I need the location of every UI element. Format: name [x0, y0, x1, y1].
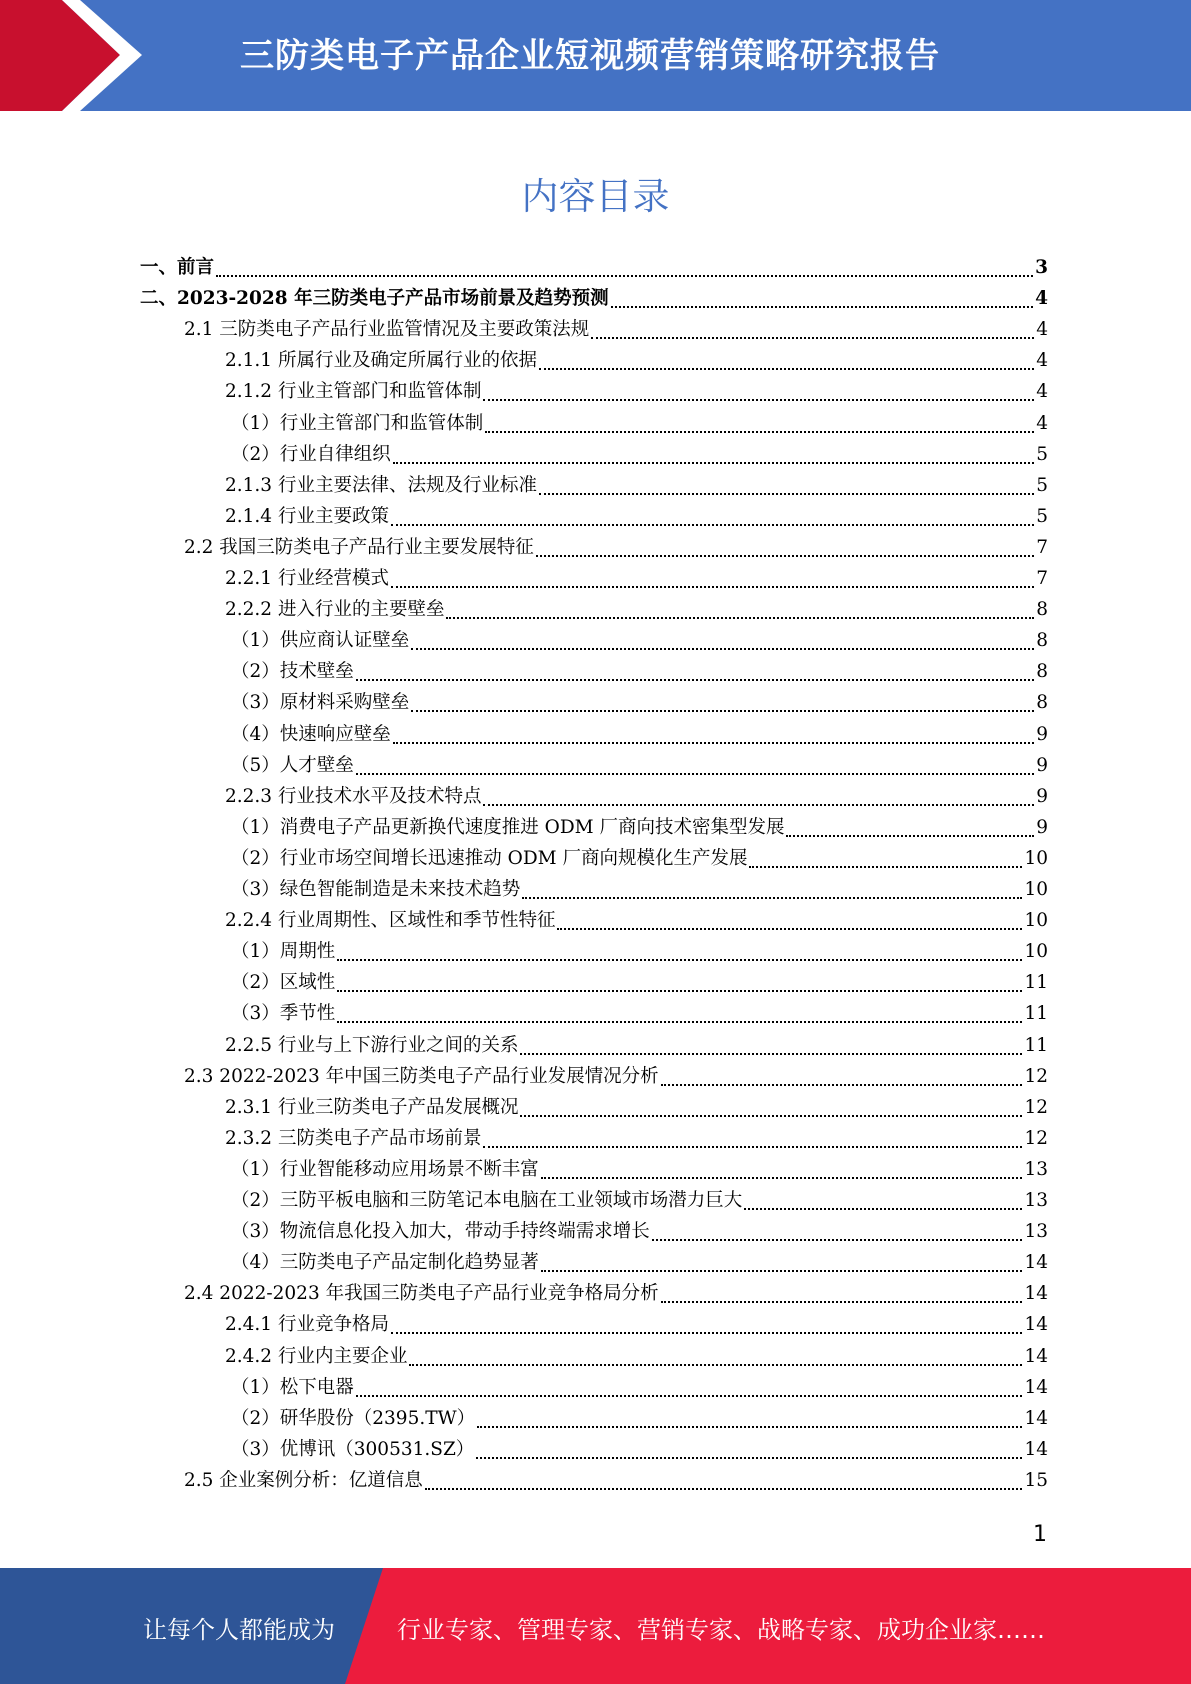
toc-entry-page: 8	[1036, 661, 1048, 683]
toc-entry-page: 14	[1024, 1439, 1048, 1461]
toc-entry-page: 12	[1024, 1066, 1048, 1088]
toc-entry[interactable]	[140, 284, 1048, 315]
toc-entry[interactable]	[225, 782, 1048, 813]
toc-entry-label: （3）季节性	[231, 1003, 336, 1025]
toc-entry[interactable]	[225, 1124, 1048, 1155]
toc-entry-label: （1）消费电子产品更新换代速度推进 ODM 厂商向技术密集型发展	[231, 817, 785, 839]
toc-entry[interactable]	[231, 720, 1048, 751]
toc-entry-label: （2）行业市场空间增长迅速推动 ODM 厂商向规模化生产发展	[231, 848, 748, 870]
toc-entry[interactable]	[225, 502, 1048, 533]
toc-entry[interactable]	[184, 315, 1048, 346]
toc-leader-dots	[356, 1395, 1023, 1397]
toc-entry-label: 一、前言	[140, 257, 215, 279]
toc-entry-label: （2）研华股份（2395.TW）	[231, 1408, 476, 1430]
toc-entry-label: 2.2 我国三防类电子产品行业主要发展特征	[184, 537, 534, 559]
toc-leader-dots	[393, 742, 1034, 744]
toc-entry[interactable]	[225, 471, 1048, 502]
toc-leader-dots	[539, 368, 1034, 370]
toc-entry-label: （5）人才壁垒	[231, 755, 354, 777]
toc-leader-dots	[391, 524, 1034, 526]
toc-entry[interactable]	[231, 751, 1048, 782]
toc-entry[interactable]	[225, 346, 1048, 377]
toc-entry-page: 11	[1024, 1003, 1048, 1025]
toc-entry-page: 7	[1036, 537, 1048, 559]
toc-entry-page: 13	[1024, 1190, 1048, 1212]
toc-entry[interactable]	[225, 595, 1048, 626]
toc-entry-label: （3）优博讯（300531.SZ）	[231, 1439, 475, 1461]
toc-entry-label: （2）行业自律组织	[231, 444, 391, 466]
toc-entry-page: 12	[1024, 1128, 1048, 1150]
toc-entry-label: 2.3.1 行业三防类电子产品发展概况	[225, 1097, 519, 1119]
toc-entry-page: 14	[1024, 1252, 1048, 1274]
toc-leader-dots	[652, 1239, 1023, 1241]
toc-entry[interactable]	[231, 813, 1048, 844]
toc-entry-page: 14	[1024, 1314, 1048, 1336]
toc-entry[interactable]	[225, 1093, 1048, 1124]
toc-entry[interactable]	[184, 1062, 1048, 1093]
toc-leader-dots	[744, 1208, 1022, 1210]
toc-entry-label: （3）原材料采购壁垒	[231, 692, 410, 714]
toc-entry[interactable]	[231, 1186, 1048, 1217]
toc-entry[interactable]	[231, 968, 1048, 999]
toc-leader-dots	[216, 275, 1033, 277]
toc-leader-dots	[356, 773, 1034, 775]
toc-entry[interactable]	[184, 533, 1048, 564]
toc-entry-label: （1）行业智能移动应用场景不断丰富	[231, 1159, 539, 1181]
toc-entry-page: 4	[1035, 288, 1048, 310]
toc-leader-dots	[786, 835, 1034, 837]
page-number: 1	[1033, 1522, 1047, 1547]
footer-slogan-left: 让每个人都能成为	[143, 1616, 335, 1644]
toc-entry-page: 10	[1024, 941, 1048, 963]
toc-entry-label: （1）行业主管部门和监管体制	[231, 413, 484, 435]
toc-leader-dots	[483, 804, 1034, 806]
toc-entry-page: 10	[1024, 848, 1048, 870]
toc-entry-label: 2.3 2022-2023 年中国三防类电子产品行业发展情况分析	[184, 1066, 659, 1088]
toc-entry-page: 13	[1024, 1221, 1048, 1243]
toc-entry-label: （1）松下电器	[231, 1377, 354, 1399]
toc-leader-dots	[485, 431, 1034, 433]
toc-leader-dots	[425, 1488, 1023, 1490]
toc-entry-page: 9	[1036, 724, 1048, 746]
toc-entry-label: （4）三防类电子产品定制化趋势显著	[231, 1252, 539, 1274]
toc-entry-page: 9	[1036, 755, 1048, 777]
toc-leader-dots	[409, 1364, 1022, 1366]
toc-entry-label: 2.2.1 行业经营模式	[225, 568, 389, 590]
toc-leader-dots	[446, 617, 1034, 619]
toc-entry[interactable]	[231, 657, 1048, 688]
report-title: 三防类电子产品企业短视频营销策略研究报告	[240, 36, 940, 76]
header-banner	[0, 0, 1191, 111]
toc-entry[interactable]	[225, 1310, 1048, 1341]
toc-entry[interactable]	[140, 253, 1048, 284]
toc-leader-dots	[591, 337, 1034, 339]
toc-entry-page: 4	[1036, 319, 1048, 341]
toc-entry[interactable]	[231, 626, 1048, 657]
toc-leader-dots	[476, 1457, 1022, 1459]
toc-entry[interactable]	[231, 440, 1048, 471]
toc-entry-page: 5	[1036, 444, 1048, 466]
toc-entry[interactable]	[225, 377, 1048, 408]
toc-entry[interactable]	[231, 688, 1048, 719]
toc-entry-label: 2.2.3 行业技术水平及技术特点	[225, 786, 482, 808]
toc-entry-label: 2.1 三防类电子产品行业监管情况及主要政策法规	[184, 319, 590, 341]
toc-entry[interactable]	[231, 844, 1048, 875]
toc-leader-dots	[611, 306, 1034, 308]
toc-entry-label: （3）绿色智能制造是未来技术趋势	[231, 879, 521, 901]
toc-leader-dots	[536, 555, 1034, 557]
toc-entry[interactable]	[231, 1155, 1048, 1186]
toc-leader-dots	[541, 1270, 1023, 1272]
toc-leader-dots	[483, 399, 1034, 401]
toc-entry-label: 2.4 2022-2023 年我国三防类电子产品行业竞争格局分析	[184, 1283, 659, 1305]
toc-entry-label: （1）周期性	[231, 941, 336, 963]
toc-leader-dots	[661, 1301, 1023, 1303]
toc-entry-label: 2.3.2 三防类电子产品市场前景	[225, 1128, 482, 1150]
toc-entry-page: 14	[1024, 1283, 1048, 1305]
toc-heading: 内容目录	[521, 175, 670, 218]
footer-banner	[0, 1568, 1191, 1684]
toc-leader-dots	[356, 679, 1034, 681]
toc-entry[interactable]	[225, 1031, 1048, 1062]
toc-leader-dots	[522, 897, 1022, 899]
toc-leader-dots	[477, 1426, 1022, 1428]
toc-entry-label: 2.1.4 行业主要政策	[225, 506, 389, 528]
toc-entry-page: 14	[1024, 1408, 1048, 1430]
toc-entry[interactable]	[231, 1435, 1048, 1466]
toc-entry-page: 15	[1024, 1470, 1048, 1492]
toc-entry-page: 3	[1035, 257, 1048, 279]
toc-entry[interactable]	[231, 1248, 1048, 1279]
toc-leader-dots	[337, 959, 1022, 961]
toc-entry-label: 2.1.2 行业主管部门和监管体制	[225, 381, 482, 403]
toc-entry[interactable]	[225, 906, 1048, 937]
toc-entry[interactable]	[225, 1342, 1048, 1373]
toc-leader-dots	[337, 990, 1022, 992]
toc-entry-label: （3）物流信息化投入加大，带动手持终端需求增长	[231, 1221, 650, 1243]
toc-entry-page: 9	[1036, 817, 1048, 839]
toc-entry-page: 11	[1024, 1035, 1048, 1057]
toc-leader-dots	[557, 928, 1022, 930]
toc-leader-dots	[411, 710, 1034, 712]
toc-entry[interactable]	[231, 1217, 1048, 1248]
toc-leader-dots	[749, 866, 1022, 868]
toc-leader-dots	[539, 493, 1034, 495]
toc-entry-label: （2）技术壁垒	[231, 661, 354, 683]
toc-entry-label: 2.2.5 行业与上下游行业之间的关系	[225, 1035, 519, 1057]
footer-slogan-right: 行业专家、管理专家、营销专家、战略专家、成功企业家……	[397, 1616, 1045, 1644]
toc-leader-dots	[520, 1053, 1022, 1055]
toc-leader-dots	[541, 1177, 1023, 1179]
toc-entry-page: 10	[1024, 910, 1048, 932]
toc-entry-page: 7	[1036, 568, 1048, 590]
toc-leader-dots	[483, 1146, 1022, 1148]
toc-leader-dots	[661, 1084, 1023, 1086]
toc-entry-page: 4	[1036, 381, 1048, 403]
toc-entry-label: 2.2.4 行业周期性、区域性和季节性特征	[225, 910, 556, 932]
toc-entry[interactable]	[231, 1373, 1048, 1404]
toc-leader-dots	[520, 1115, 1022, 1117]
toc-leader-dots	[337, 1021, 1022, 1023]
toc-entry[interactable]	[231, 999, 1048, 1030]
toc-entry[interactable]	[231, 409, 1048, 440]
toc-entry-page: 12	[1024, 1097, 1048, 1119]
toc-entry-label: 2.1.1 所属行业及确定所属行业的依据	[225, 350, 537, 372]
toc-entry-page: 5	[1036, 475, 1048, 497]
toc-entry-page: 9	[1036, 786, 1048, 808]
toc-entry-page: 4	[1036, 413, 1048, 435]
toc-entry[interactable]	[225, 564, 1048, 595]
toc-entry-label: 2.2.2 进入行业的主要壁垒	[225, 599, 445, 621]
toc-entry-page: 14	[1024, 1346, 1048, 1368]
toc-entry-page: 5	[1036, 506, 1048, 528]
toc-entry-page: 8	[1036, 692, 1048, 714]
toc-entry[interactable]	[231, 875, 1048, 906]
chevron-arrow-icon	[0, 0, 160, 111]
toc-leader-dots	[411, 648, 1034, 650]
toc-entry[interactable]	[184, 1466, 1048, 1497]
toc-entry-label: （1）供应商认证壁垒	[231, 630, 410, 652]
toc-leader-dots	[391, 1332, 1022, 1334]
toc-entry-label: 2.5 企业案例分析：亿道信息	[184, 1470, 423, 1492]
toc-leader-dots	[393, 462, 1034, 464]
toc-entry[interactable]	[231, 1404, 1048, 1435]
toc-entry-page: 13	[1024, 1159, 1048, 1181]
toc-entry-page: 4	[1036, 350, 1048, 372]
toc-entry[interactable]	[231, 937, 1048, 968]
toc-entry-page: 11	[1024, 972, 1048, 994]
toc-leader-dots	[391, 586, 1034, 588]
toc-entry-page: 14	[1024, 1377, 1048, 1399]
toc-entry[interactable]	[184, 1279, 1048, 1310]
toc-entry-label: （2）三防平板电脑和三防笔记本电脑在工业领域市场潜力巨大	[231, 1190, 743, 1212]
toc-entry-label: （4）快速响应壁垒	[231, 724, 391, 746]
toc-entry-page: 8	[1036, 599, 1048, 621]
toc-entry-label: 2.1.3 行业主要法律、法规及行业标准	[225, 475, 537, 497]
toc-entry-page: 8	[1036, 630, 1048, 652]
toc-entry-label: 2.4.1 行业竞争格局	[225, 1314, 389, 1336]
toc-entry-page: 10	[1024, 879, 1048, 901]
toc-entry-label: 二、2023-2028 年三防类电子产品市场前景及趋势预测	[140, 288, 609, 310]
toc-entry-label: 2.4.2 行业内主要企业	[225, 1346, 408, 1368]
toc-entry-label: （2）区域性	[231, 972, 336, 994]
